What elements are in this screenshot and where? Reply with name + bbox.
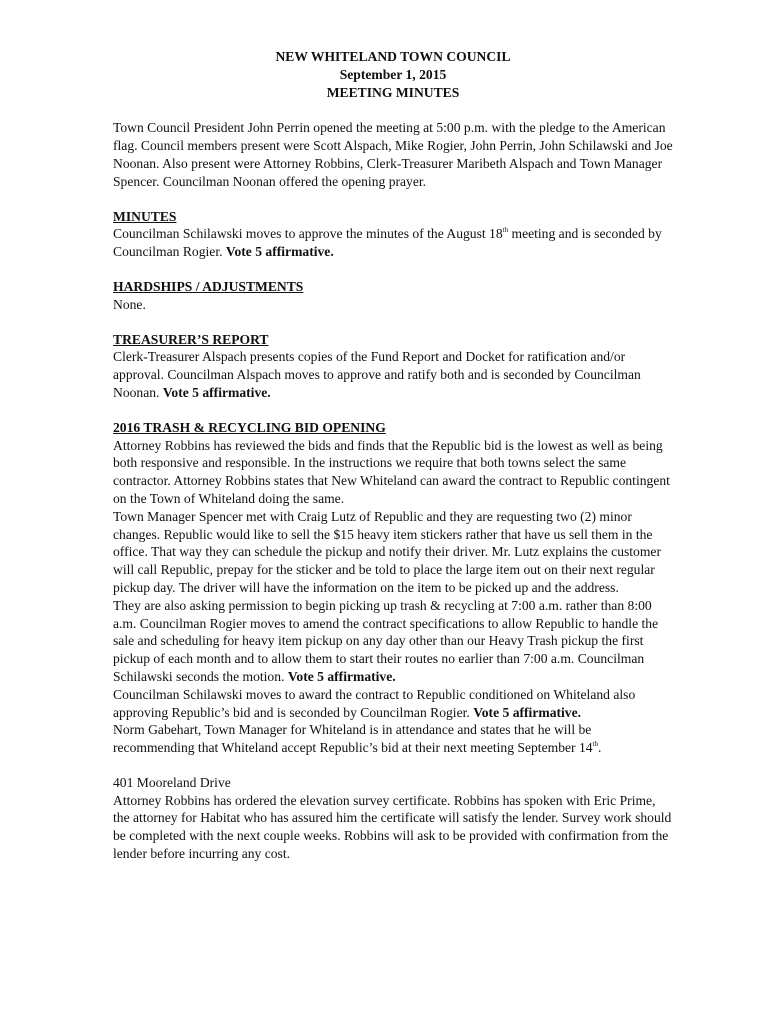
trash-paragraph-5 (113, 721, 673, 757)
ordinal-suffix: th (502, 226, 509, 235)
hardships-heading: HARDSHIPS / ADJUSTMENTS (113, 278, 304, 294)
treasurer-heading: TREASURER’S REPORT (113, 331, 269, 347)
mooreland-heading: 401 Mooreland Drive (113, 774, 231, 790)
trash-paragraph-4 (113, 686, 673, 722)
trash-section (113, 419, 673, 757)
minutes-section (113, 208, 673, 261)
council-name: NEW WHITELAND TOWN COUNCIL (275, 49, 511, 64)
trash-heading: 2016 TRASH & RECYCLING BID OPENING (113, 419, 386, 435)
treasurer-text: Clerk-Treasurer Alspach presents copies of the Fund Report and Docket for ratification and/or approval. Councilman Alspach moves to approve and ratify both and is seconded by Councilman Noonan. (113, 349, 641, 400)
treasurer-section (113, 331, 673, 402)
trash-p3-vote: Vote 5 affirmative. (287, 668, 396, 684)
minutes-heading: MINUTES (113, 208, 177, 224)
trash-p4-vote: Vote 5 affirmative. (473, 704, 582, 720)
trash-paragraph-2: Town Manager Spencer met with Craig Lutz of Republic and they are requesting two (2) minor changes. Republic would like to sell the $15 heavy item stickers rather that have us sell them in the office. That way they can schedule the pickup and notify their driver. Mr. Lutz explains the customer will call Republic, prepay for the sticker and be told to place the large item out on their next regular pickup day. The driver will have the information on the item to be picked up and the address. (113, 508, 661, 595)
hardships-section (113, 278, 673, 314)
minutes-paragraph (113, 225, 673, 261)
trash-paragraph-1: Attorney Robbins has reviewed the bids and finds that the Republic bid is the lowest as well as being both responsive and responsible. In the instructions we require that both towns select the same contractor. Attorney Robbins states that New Whiteland can award the contract to Republic contingent on the Town of Whiteland doing the same. (113, 437, 670, 506)
meeting-date: September 1, 2015 (339, 66, 447, 82)
hardships-text: None. (113, 296, 146, 312)
document-page (113, 48, 673, 863)
ordinal-suffix: th (592, 740, 598, 749)
intro-paragraph: Town Council President John Perrin opened the meeting at 5:00 p.m. with the pledge to the American flag. Council members present were Scott Alspach, Mike Rogier, John Perrin, John Schilawski and Joe Noonan. Also present were Attorney Robbins, Clerk-Treasurer Maribeth Alspach and Town Manager Spencer. Councilman Noonan offered the opening prayer. (113, 120, 673, 189)
trash-p5-text-b: . (598, 740, 602, 756)
minutes-vote: Vote 5 affirmative. (225, 244, 334, 260)
minutes-text-b: meeting and is seconded by Councilman Rogier. (113, 226, 662, 260)
document-header (113, 48, 673, 101)
trash-p3-text: They are also asking permission to begin picking up trash & recycling at 7:00 a.m. rather than 8:00 a.m. Councilman Rogier moves to amend the contract specifications to allow Republic to handle the sale and scheduling for heavy item pickup on any day other than our Heavy Trash pickup the first pickup of each month and to allow them to start their routes no earlier than 7:00 a.m. Councilman Schilawski seconds the motion. (113, 597, 659, 684)
document-title: MEETING MINUTES (326, 84, 460, 100)
treasurer-paragraph (113, 348, 673, 401)
trash-paragraph-3 (113, 597, 673, 686)
trash-p5-text-a: Norm Gabehart, Town Manager for Whiteland is in attendance and states that he will be recommending that Whiteland accept Republic’s bid at their next meeting September 14 (113, 722, 593, 756)
mooreland-paragraph: Attorney Robbins has ordered the elevation survey certificate. Robbins has spoken with Eric Prime, the attorney for Habitat who has assured him the certificate will satisfy the lender. Survey work should be completed with the next couple weeks. Robbins will ask to be provided with confirmation from the lender before incurring any cost. (113, 792, 672, 862)
mooreland-section (113, 774, 673, 863)
trash-p4-text: Councilman Schilawski moves to award the contract to Republic conditioned on Whiteland also approving Republic’s bid and is seconded by Councilman Rogier. (113, 686, 636, 720)
minutes-text-a: Councilman Schilawski moves to approve the minutes of the August 18 (113, 226, 503, 242)
treasurer-vote: Vote 5 affirmative. (162, 384, 271, 400)
